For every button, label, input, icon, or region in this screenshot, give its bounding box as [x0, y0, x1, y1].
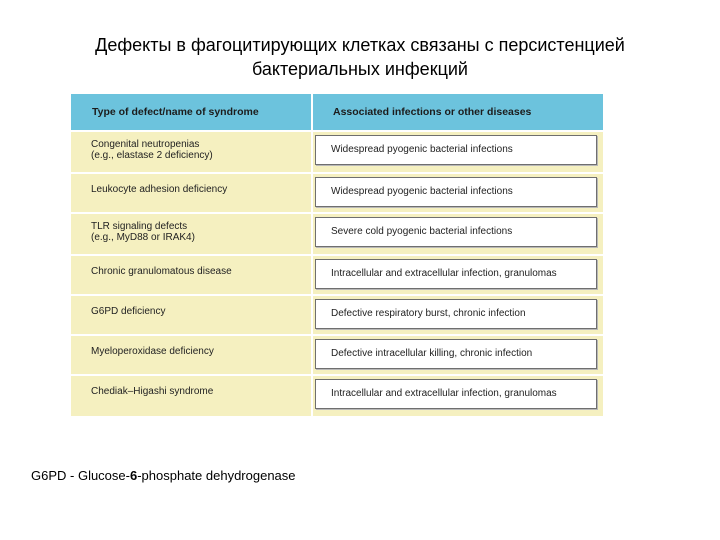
defect-cell — [91, 346, 214, 357]
defect-cell — [91, 266, 232, 277]
infection-box — [315, 177, 597, 207]
table-row — [71, 214, 603, 254]
table-row — [71, 376, 603, 416]
table-header — [71, 94, 603, 130]
defect-name: Chediak–Higashi syndrome — [91, 386, 214, 397]
defect-name: Leukocyte adhesion deficiency — [91, 184, 228, 195]
infection-box — [315, 379, 597, 409]
infection-box — [315, 339, 597, 369]
infection-box — [315, 259, 597, 289]
defect-cell — [91, 306, 165, 317]
slide-title-line-2: бактериальных инфекций — [252, 59, 468, 79]
table-row — [71, 336, 603, 374]
defect-name: G6PD deficiency — [91, 306, 166, 317]
slide-title — [60, 33, 660, 81]
header-infections: Associated infections or other diseases — [333, 106, 532, 118]
infection-text: Severe cold pyogenic bacterial infections — [331, 226, 513, 237]
defect-name: Chronic granulomatous disease — [91, 266, 232, 277]
infection-box — [315, 135, 597, 165]
slide-title-line-1: Дефекты в фагоцитирующих клетках связаны с персистенцией — [95, 35, 625, 55]
footnote-bold: 6 — [129, 468, 138, 483]
infection-box — [315, 299, 597, 329]
table-row — [71, 296, 603, 334]
defects-table — [71, 94, 603, 416]
defect-example: (e.g., elastase 2 deficiency) — [91, 150, 213, 161]
infection-text: Widespread pyogenic bacterial infections — [331, 186, 513, 197]
defect-cell — [91, 184, 227, 195]
table-row — [71, 174, 603, 212]
infection-text: Intracellular and extracellular infection, granulomas — [331, 268, 557, 279]
table-row — [71, 256, 603, 294]
infection-text: Widespread pyogenic bacterial infections — [331, 144, 513, 155]
defect-cell — [91, 221, 195, 243]
header-defect: Type of defect/name of syndrome — [92, 106, 259, 118]
defect-example: (e.g., MyD88 or IRAK4) — [91, 232, 195, 243]
defect-cell — [91, 386, 213, 397]
infection-text: Defective intracellular killing, chronic infection — [331, 348, 533, 359]
defect-name: Congenital neutropenias — [91, 139, 200, 150]
infection-text: Defective respiratory burst, chronic infection — [331, 308, 526, 319]
footnote-suffix: -phosphate dehydrogenase — [137, 468, 296, 483]
infection-text: Intracellular and extracellular infection, granulomas — [331, 388, 557, 399]
defect-name: Myeloperoxidase deficiency — [91, 346, 214, 357]
footnote-prefix: G6PD - Glucose- — [31, 468, 130, 483]
infection-box — [315, 217, 597, 247]
footnote — [31, 468, 296, 483]
table-row — [71, 132, 603, 172]
defect-name: TLR signaling defects — [91, 221, 188, 232]
defect-cell — [91, 139, 213, 161]
